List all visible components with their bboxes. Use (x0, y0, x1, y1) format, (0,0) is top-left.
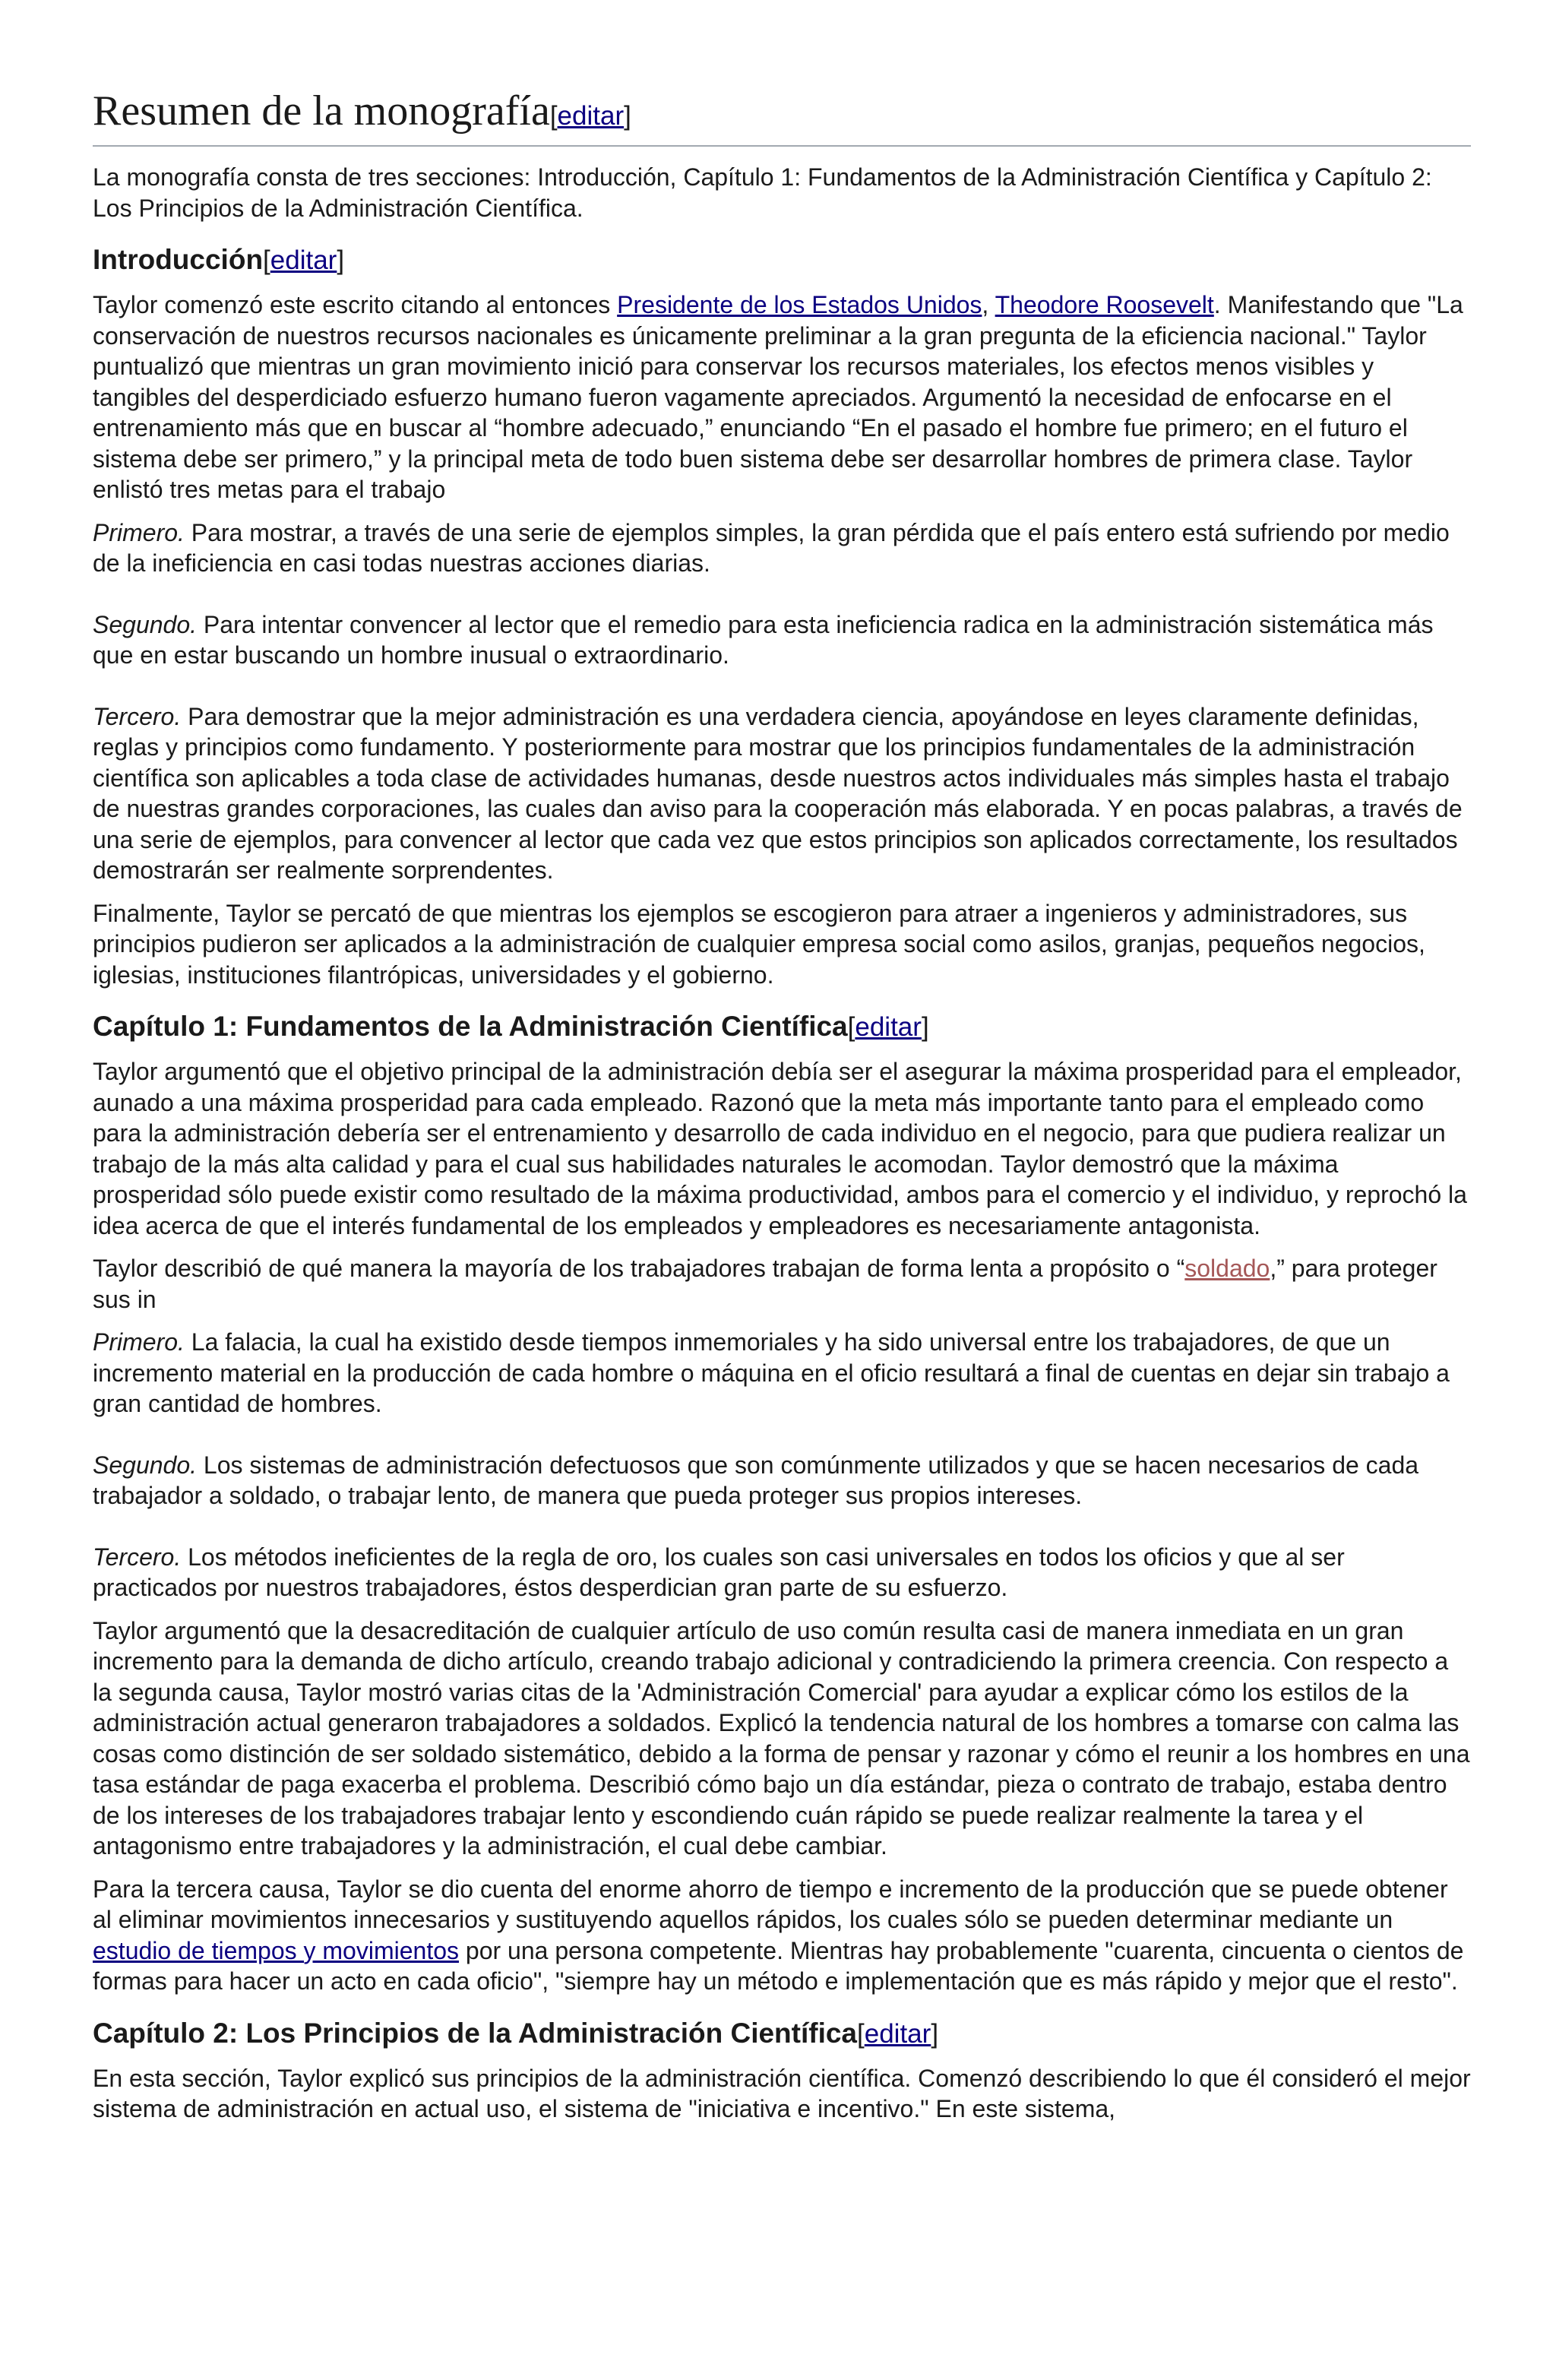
paragraph: Taylor argumentó que el objetivo principal de la administración debía ser el asegurar la máxima prosperidad para el empleador, aunado a una máxima prosperidad para cada empleado. Razonó que la meta más importante tanto para el empleado como para la administración debería ser el entrenamiento y desarrollo de cada individuo en el negocio, para que pudiera realizar un trabajo de la más alta calidad y para el cual sus habilidades naturales le acomodan. Taylor demostró que la máxima prosperidad sólo puede existir como resultado de la máxima productividad, ambos para el comercio y el individuo, y reprochó la idea acerca de que el interés fundamental de los empleados y empleadores es necesariamente antagonista. (93, 1058, 1467, 1239)
text-run: , (982, 291, 995, 318)
paragraph: Finalmente, Taylor se percató de que mientras los ejemplos se escogieron para atraer a ingenieros y administradores, sus principios pudieron ser aplicados a la administración de cualquier empresa social como asilos, granjas, pequeños negocios, iglesias, instituciones filantrópicas, universidades y el gobierno. (93, 899, 1425, 989)
cause-label: Segundo. (93, 1451, 198, 1479)
text-run: Los métodos ineficientes de la regla de oro, los cuales son casi universales en todos los oficios y que al ser practicados por nuestros trabajadores, éstos desperdician gran parte de su esfuerzo. (93, 1543, 1345, 1601)
text-run: Para intentar convencer al lector que el remedio para esta ineficiencia radica en la administración sistemática más que en estar buscando un hombre inusual o extraordinario. (93, 610, 1434, 669)
paragraph (93, 1253, 1471, 1315)
edit-link[interactable]: editar (864, 2018, 931, 2049)
cause-paragraph (93, 1542, 1471, 1603)
link-theodore-roosevelt[interactable]: Theodore Roosevelt (995, 291, 1214, 318)
text-run: Taylor comenzó este escrito citando al entonces (93, 291, 618, 318)
goal-label: Segundo. (93, 610, 198, 638)
section-heading-resumen (93, 85, 1471, 147)
text-run: La falacia, la cual ha existido desde tiempos inmemoriales y ha sido universal entre los trabajadores, de que un incremento material en la producción de cada hombre o máquina en el oficio resultará a final de cuentas en dejar sin trabajo a gran cantidad de hombres. (93, 1328, 1450, 1417)
paragraph: La monografía consta de tres secciones: Introducción, Capítulo 1: Fundamentos de la Administración Científica y Capítulo 2: Los Principios de la Administración Científica. (93, 163, 1432, 222)
goal-label: Primero. (93, 518, 185, 546)
paragraph: En esta sección, Taylor explicó sus principios de la administración científica. Comenzó describiendo lo que él consideró el mejor sistema de administración en actual uso, el sistema de "iniciativa e incentivo." En este sistema, (93, 2064, 1471, 2122)
goal-paragraph (93, 517, 1471, 579)
article (93, 85, 1471, 2137)
paragraph (93, 290, 1471, 505)
goal-paragraph (93, 609, 1471, 671)
goal-label: Tercero. (93, 702, 182, 730)
section-title: Capítulo 2: Los Principios de la Administración Científica (93, 2017, 858, 2049)
edit-section-link: [editar] (857, 2018, 939, 2049)
text-run: por una persona competente. Mientras hay probablemente "cuarenta, cincuenta o cientos de formas para hacer un acto en cada oficio", "siempre hay un método e implementación que es más rápido y mejor que el resto". (93, 1936, 1464, 1995)
link-estudio-de-tiempos[interactable]: estudio de tiempos y movimientos (93, 1936, 459, 1964)
section-title: Capítulo 1: Fundamentos de la Administración Científica (93, 1011, 848, 1042)
text-run: . Manifestando que "La conservación de nuestros recursos nacionales es únicamente preliminar a la gran pregunta de la eficiencia nacional." Taylor puntualizó que mientras un gran movimiento inició para conservar los recursos materiales, los efectos menos visibles y tangibles del desperdiciado esfuerzo humano fueron vagamente apreciados. Argumentó la necesidad de enfocarse en el entrenamiento más que en buscar al “hombre adecuado,” enunciando “En el pasado el hombre fue primero; en el futuro el sistema debe ser primero,” y la principal meta de todo buen sistema debe ser desarrollar hombres de primera clase. Taylor enlistó tres metas para el trabajo (93, 291, 1463, 503)
link-soldado[interactable]: soldado (1184, 1255, 1270, 1282)
text-run: Para mostrar, a través de una serie de ejemplos simples, la gran pérdida que el país entero está sufriendo por medio de la ineficiencia en casi todas nuestras acciones diarias. (93, 518, 1450, 577)
text-run: Los sistemas de administración defectuosos que son comúnmente utilizados y que se hacen necesarios de cada trabajador a soldado, o trabajar lento, de manera que pueda proteger sus propios intereses. (93, 1451, 1419, 1509)
cause-paragraph (93, 1327, 1471, 1419)
text-run: Para demostrar que la mejor administración es una verdadera ciencia, apoyándose en leyes claramente definidas, reglas y principios como fundamento. Y posteriormente para mostrar que los principios fundamentales de la administración científica son aplicables a toda clase de actividades humanas, desde nuestros actos individuales más simples hasta el trabajo de nuestras grandes corporaciones, las cuales dan aviso para la cooperación más elaborada. Y en pocas palabras, a través de una serie de ejemplos, para convencer al lector que cada vez que estos principios son aplicados correctamente, los resultados demostrarán ser realmente sorprendentes. (93, 702, 1463, 884)
edit-link[interactable]: editar (557, 101, 625, 131)
text-run: Taylor describió de qué manera la mayoría de los trabajadores trabajan de forma lenta a propósito o “ (93, 1255, 1185, 1282)
goal-paragraph (93, 701, 1471, 886)
cause-paragraph (93, 1450, 1471, 1511)
cause-label: Tercero. (93, 1543, 182, 1571)
section-heading-capitulo-1 (93, 1008, 1471, 1046)
text-run: ,” para proteger sus in (93, 1255, 1437, 1313)
edit-link[interactable]: editar (270, 245, 337, 275)
section-heading-introduccion (93, 242, 1471, 279)
link-presidente[interactable]: Presidente de los Estados Unidos (617, 291, 982, 318)
section-title: Introducción (93, 244, 264, 275)
paragraph: Taylor argumentó que la desacreditación de cualquier artículo de uso común resulta casi de manera inmediata en un gran incremento para la demanda de dicho artículo, creando trabajo adicional y contradiciendo la primera creencia. Con respecto a la segunda causa, Taylor mostró varias citas de la 'Administración Comercial' para ayudar a explicar cómo los estilos de la administración actual generaron trabajadores a soldados. Explicó la tendencia natural de los hombres a tomarse con calma las cosas como distinción de ser soldado sistemático, debido a la forma de pensar y razonar y cómo el reunir a los hombres en una tasa estándar de paga exacerba el problema. Describió cómo bajo un día estándar, pieza o contrato de trabajo, estaba dentro de los intereses de los trabajadores trabajar lento y escondiendo cuán rápido se puede realizar realmente la tarea y el antagonismo entre trabajadores y la administración, el cual debe cambiar. (93, 1616, 1470, 1859)
edit-section-link: [editar] (549, 101, 631, 131)
cause-label: Primero. (93, 1328, 185, 1356)
edit-section-link: [editar] (263, 245, 345, 275)
section-heading-capitulo-2 (93, 2015, 1471, 2052)
section-title: Resumen de la monografía (93, 87, 550, 135)
paragraph (93, 1874, 1471, 1997)
text-run: Para la tercera causa, Taylor se dio cuenta del enorme ahorro de tiempo e incremento de la producción que se puede obtener al eliminar movimientos innecesarios y sustituyendo aquellos rápidos, los cuales sólo se pueden determinar mediante un (93, 1875, 1448, 1933)
edit-link[interactable]: editar (855, 1012, 922, 1042)
edit-section-link: [editar] (847, 1012, 929, 1042)
